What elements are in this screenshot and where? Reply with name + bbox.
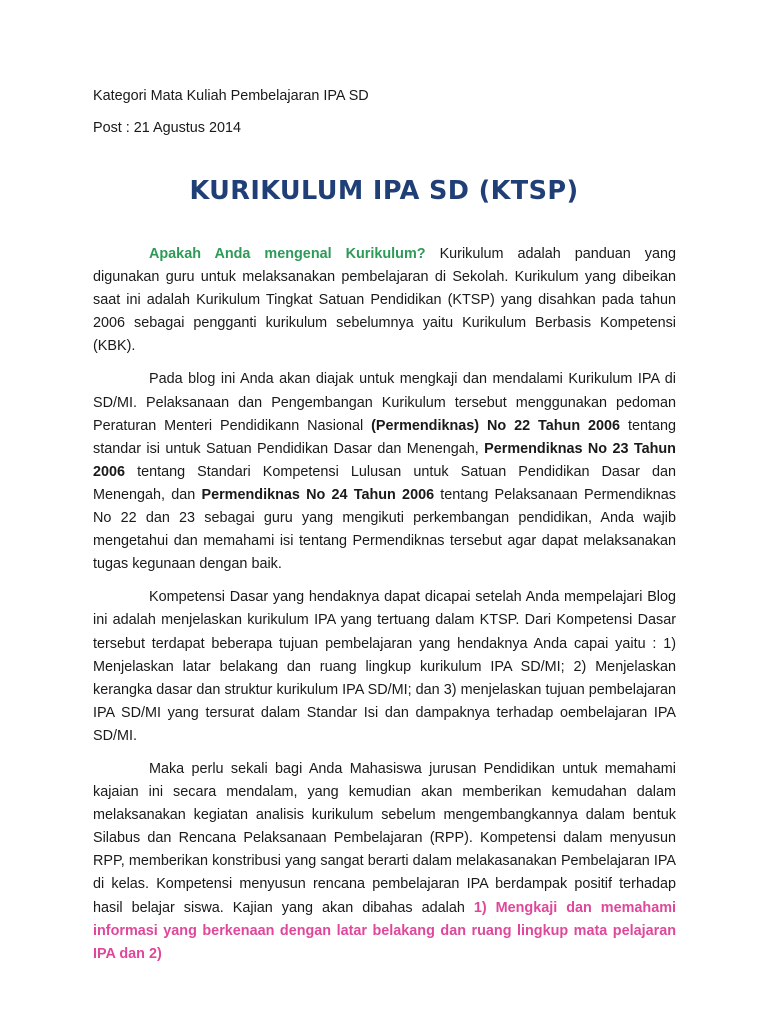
permendiknas-24: Permendiknas No 24 Tahun 2006 (201, 486, 435, 503)
paragraph-1-text: Kurikulum adalah panduan yang digunakan guru untuk melaksanakan pembelajaran di Sekolah. Kurikulum yang dibeikan saat ini adalah Kurikulum Tingkat Satuan Pendidikan (KTSP) yang disahkan pada tahun 2006 sebagai pengganti kurikulum sebelumnya yaitu Kurikulum Berbasis Kompetensi (KBK). (93, 246, 676, 355)
permendiknas-23: Permendiknas No 23 Tahun 2006 (93, 440, 676, 480)
paragraph-1 (93, 243, 676, 358)
pink-highlight: 1) Mengkaji dan memahami informasi yang berkenaan dengan latar belakang dan ruang lingkup mata pelajaran IPA dan 2) (93, 899, 676, 962)
paragraph-4: Maka perlu sekali bagi Anda Mahasiswa jurusan Pendidikan untuk memahami kajaian ini secara mendalam, yang kemudian akan memberikan kemudahan dalam melaksanakan kegiatan analisis kurikulum sebelum mengembangkannya dalam bentuk Silabus dan Rencana Pelaksanaan Pembelajaran (RPP). Kompetensi dalam menyusun RPP, memberikan konstribusi yang sangat berarti dalam melakasanakan Pembelajaran IPA di kelas. Kompetensi menyusun rencana pembelajaran IPA berdampak positif terhadap hasil belajar siswa. Kajian yang akan dibahas adalah 1) Mengkaji dan memahami informasi yang berkenaan dengan latar belakang dan ruang lingkup mata pelajaran IPA dan 2) (93, 760, 676, 962)
page-title: KURIKULUM IPA SD (KTSP) (189, 176, 579, 206)
paragraph-3: Kompetensi Dasar yang hendaknya dapat dicapai setelah Anda mempelajari Blog ini adalah menjelaskan kurikulum IPA yang tertuang dalam KTSP. Dari Kompetensi Dasar tersebut terdapat beberapa tujuan pembelajaran yang hendaknya Anda capai yaitu : 1) Menjelaskan latar belakang dan ruang lingkup kurikulum IPA SD/MI; 2) Menjelaskan kerangka dasar dan struktur kurikulum IPA SD/MI; dan 3) menjelaskan tujuan pembelajaran IPA SD/MI yang tersurat dalam Standar Isi dan dampaknya terhadap oembelajaran IPA SD/MI. (93, 589, 676, 744)
paragraph-2: Pada blog ini Anda akan diajak untuk mengkaji dan mendalami Kurikulum IPA di SD/MI. Pelaksanaan dan Pengembangan Kurikulum tersebut menggunakan pedoman Peraturan Menteri Pendidikann Nasional (Permendiknas) No 22 Tahun 2006 tentang standar isi untuk Satuan Pendidikan Dasar dan Menengah, Permendiknas No 23 Tahun 2006 tentang Standari Kompetensi Lulusan untuk Satuan Pendidikan Dasar dan Menengah, dan Permendiknas No 24 Tahun 2006 tentang Pelaksanaan Permendiknas No 22 dan 23 sebagai guru yang mengikuti perkembangan pendidikan, Anda wajib mengetahui dan memahami isi tentang Permendiknas tersebut agar dapat melaksanakan tugas kegunaan dengan baik. (93, 371, 676, 573)
permendiknas-22: (Permendiknas) No 22 Tahun 2006 (371, 417, 621, 434)
category-line: Kategori Mata Kuliah Pembelajaran IPA SD (93, 88, 369, 104)
article-body (93, 243, 676, 976)
post-date: Post : 21 Agustus 2014 (93, 120, 242, 136)
intro-question: Apakah Anda mengenal Kurikulum? (149, 246, 426, 262)
